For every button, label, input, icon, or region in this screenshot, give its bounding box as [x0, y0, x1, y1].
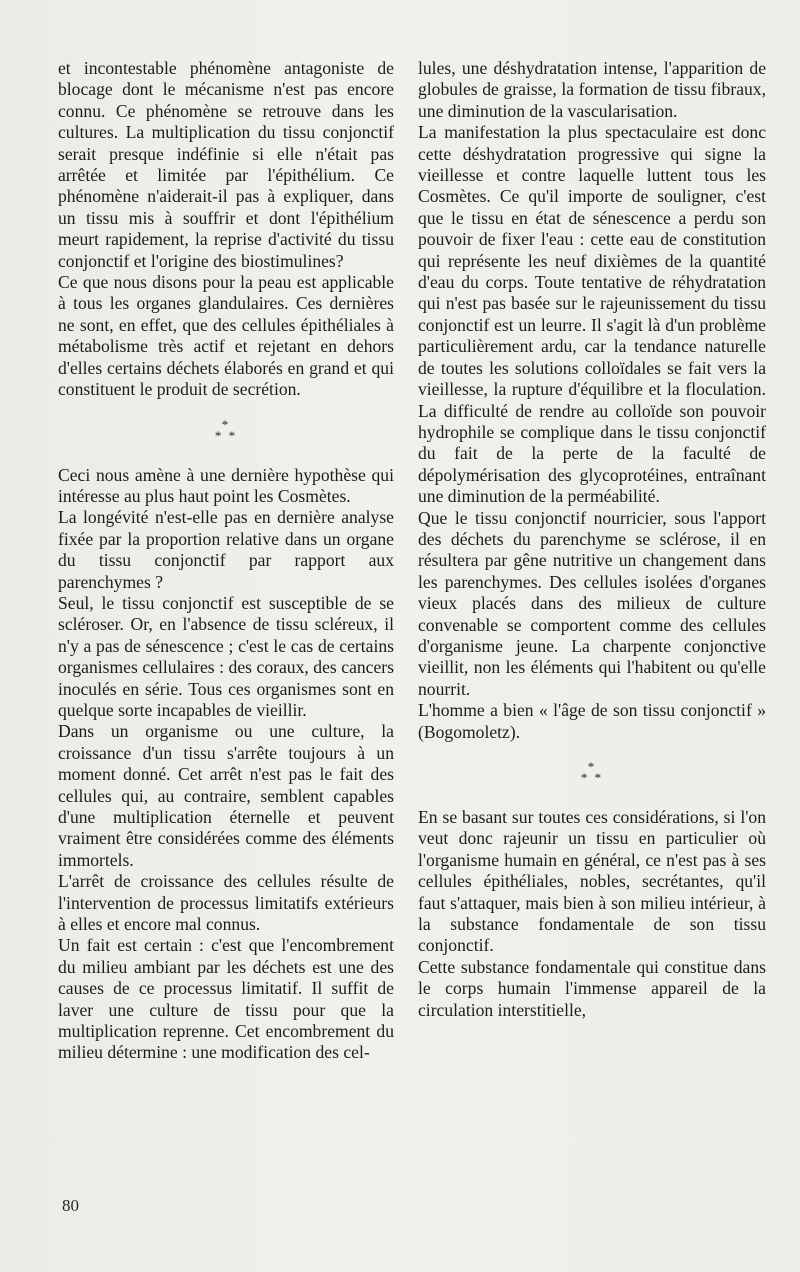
asterism-top: *	[221, 416, 231, 432]
paragraph: Ce que nous disons pour la peau est applicable à tous les organes glandulaires. Ces dernières ne sont, en effet, que des cellules épithéliales à métabolisme très actif et rejetant en dehors d'elles certains déchets élaborés en grand et qui constituent le produit de secrétion.	[58, 272, 394, 400]
paragraph: Que le tissu conjonctif nourricier, sous l'apport des déchets du parenchyme se sclérose, il en résultera par gêne nutritive un changement dans les parenchymes. Des cellules isolées d'organes vieux placés dans des milieux de culture convenable se comportent comme des cellules d'organisme jeune. La charpente conjonctive vieillit, non les éléments qui l'habitent ou qu'elle nourrit.	[418, 507, 766, 699]
paragraph: La longévité n'est-elle pas en dernière analyse fixée par la proportion relative dans un organe du tissu conjonctif par rapport aux parenchymes ?	[58, 507, 394, 592]
paragraph: L'arrêt de croissance des cellules résulte de l'intervention de processus limitatifs extérieurs à elles et encore mal connus.	[58, 871, 394, 935]
paragraph: L'homme a bien « l'âge de son tissu conjonctif » (Bogomoletz).	[418, 700, 766, 742]
paragraph: lules, une déshydratation intense, l'apparition de globules de graisse, la formation de tissu fibraux, une diminution de la vascularisation.	[418, 58, 766, 121]
paragraph: Dans un organisme ou une culture, la croissance d'un tissu s'arrête toujours à un moment donné. Cet arrêt n'est pas le fait des cellules qui, au contraire, semblent capables d'une multiplication éternelle et peuvent vraiment être considérées comme des éléments immortels.	[58, 721, 394, 870]
asterism-bottom: * *	[580, 770, 604, 785]
paragraph: et incontestable phénomène antagoniste de blocage dont le mécanisme n'est pas encore connu. Ce phénomène se retrouve dans les cultures. La multiplication du tissu conjonctif serait presque indéfinie si elle n'était pas arrêtée et limitée par l'épithélium. Ce phénomène n'aiderait-il pas à expliquer, dans un tissu mis à souffrir et dont l'épithélium meurt rapidement, la reprise d'activité du tissu conjonctif et l'origine des biostimulines?	[58, 58, 394, 271]
asterism-top: *	[587, 759, 597, 774]
asterism-bottom: * *	[214, 427, 238, 443]
paragraph: Cette substance fondamentale qui constitue dans le corps humain l'immense appareil de la circulation interstitielle,	[418, 956, 766, 1020]
paragraph: Un fait est certain : c'est que l'encombrement du milieu ambiant par les déchets est une des causes de ce processus limitatif. Il suffit de laver une culture de tissu pour que la multiplication reprenne. Cet encombrement du milieu détermine : une modification des cel-	[58, 935, 394, 1063]
asterism-separator	[418, 761, 766, 783]
asterism-separator	[58, 416, 394, 443]
paragraph: Seul, le tissu conjonctif est susceptible de se scléroser. Or, en l'absence de tissu scléreux, il n'y a pas de sénescence ; c'est le cas de certains organismes cellulaires : des coraux, des cancers inoculés en série. Tous ces organismes sont en quelque sorte incapables de vieillir.	[58, 592, 394, 720]
right-column	[418, 58, 766, 1021]
left-column	[58, 58, 394, 1064]
paragraph: Ceci nous amène à une dernière hypothèse qui intéresse au plus haut point les Cosmètes.	[58, 464, 394, 506]
page-number: 80	[62, 1196, 79, 1215]
paragraph: En se basant sur toutes ces considérations, si l'on veut donc rajeunir un tissu en particulier où l'organisme humain en général, ce n'est pas à ses cellules épithéliales, nobles, secrétantes, qu'il faut s'attaquer, mais bien à son milieu intérieur, à la substance fondamentale de son tissu conjonctif.	[418, 807, 766, 956]
paragraph: La manifestation la plus spectaculaire est donc cette déshydratation progressive qui signe la vieillesse et contre laquelle luttent tous les Cosmètes. Ce qu'il importe de souligner, c'est que le tissu en état de sénescence a perdu son pouvoir de fixer l'eau : cette eau de constitution qui représente les neuf dixièmes de la quantité d'eau du corps. Toute tentative de réhydratation qui n'est pas basée sur le rajeunissement du tissu conjonctif est un leurre. Il s'agit là d'un problème particulièrement ardu, car la tendance naturelle de toutes les solutions colloïdales se fait vers la vieillesse, la rupture d'équilibre et la floculation. La difficulté de rendre au colloïde son pouvoir hydrophile se complique dans le tissu conjonctif du fait de la perte de la faculté de dépolymérisation des glycoprotéines, entraînant une diminution de la perméabilité.	[418, 122, 766, 507]
